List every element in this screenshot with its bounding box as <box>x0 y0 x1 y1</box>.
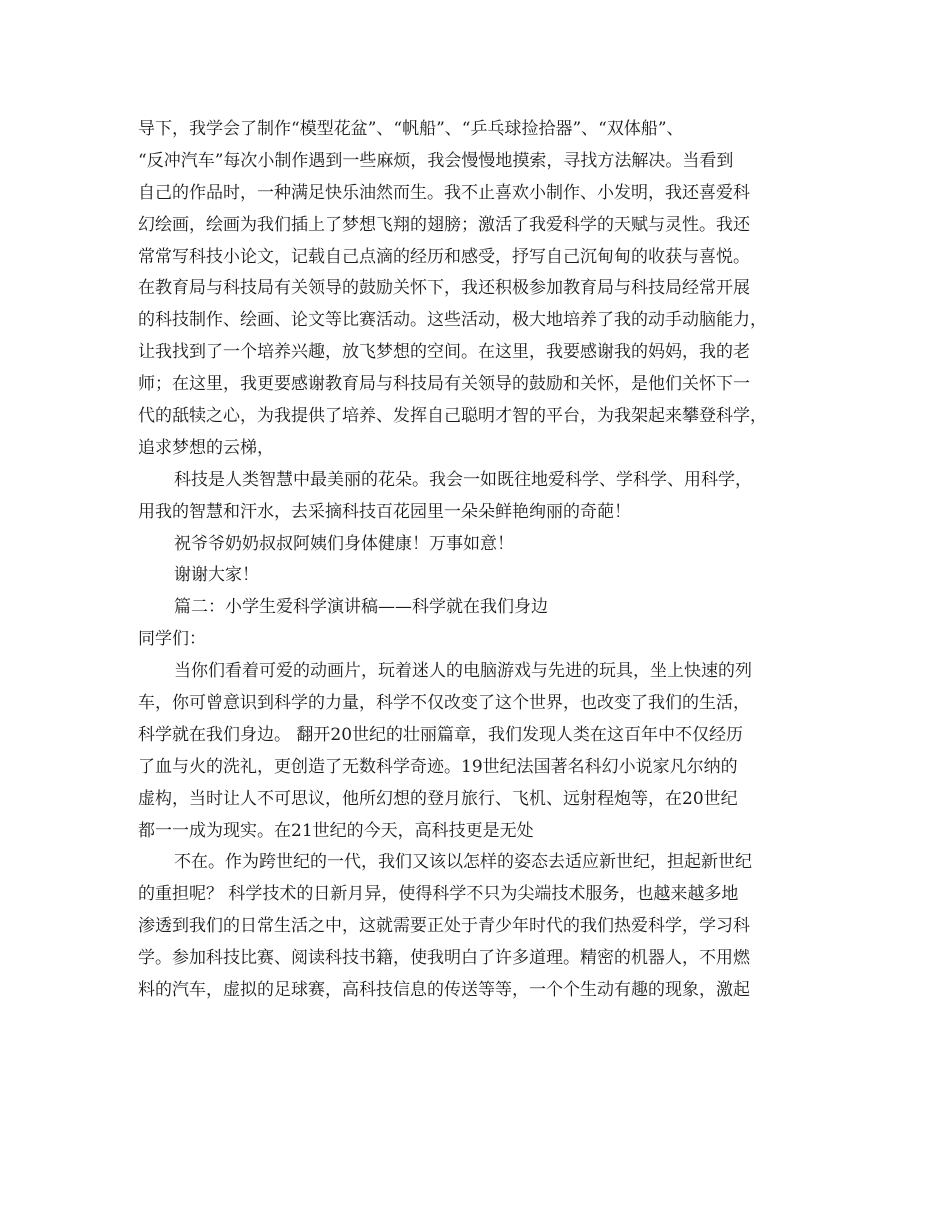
document-body <box>138 114 828 1007</box>
text-line: 的科技制作、绘画、论文等比赛活动。这些活动，极大地培养了我的动手动脑能力， <box>138 310 767 331</box>
text-line: 科技是人类智慧中最美丽的花朵。我会一如既往地爱科学、学科学、用科学， <box>174 469 752 490</box>
text-line: 的重担呢？ 科学技术的日新月异，使得科学不只为尖端技术服务，也越来越多地 <box>138 884 739 905</box>
text-line: 用我的智慧和汗水，去采摘科技百花园里一朵朵鲜艳绚丽的奇葩！ <box>138 501 631 522</box>
text-line: 代的舐犊之心，为我提供了培养、发挥自己聪明才智的平台，为我架起来攀登科学， <box>138 406 767 427</box>
text-line: 自己的作品时，一种满足快乐油然而生。我不止喜欢小制作、小发明，我还喜爱科 <box>138 182 750 203</box>
text-line: 车，你可曾意识到科学的力量，科学不仅改变了这个世界，也改变了我们的生活， <box>138 693 750 714</box>
text-line: 在教育局与科技局有关领导的鼓励关怀下，我还积极参加教育局与科技局经常开展 <box>138 278 750 299</box>
text-line: 常常写科技小论文，记载自己点滴的经历和感受，抒写自己沉甸甸的收获与喜悦。 <box>138 246 750 267</box>
text-line: 篇二：小学生爱科学演讲稿——科学就在我们身边 <box>174 597 548 618</box>
text-line: 虚构，当时让人不可思议，他所幻想的登月旅行、飞机、远射程炮等，在20世纪 <box>138 788 738 809</box>
text-line: 同学们： <box>138 629 206 650</box>
text-line: 科学就在我们身边。 翻开20世纪的壮丽篇章，我们发现人类在这百年中不仅经历 <box>138 724 744 745</box>
text-line: 不在。作为跨世纪的一代，我们又该以怎样的姿态去适应新世纪，担起新世纪 <box>174 852 752 873</box>
text-line: 料的汽车，虚拟的足球赛，高科技信息的传送等等，一个个生动有趣的现象，激起 <box>138 980 750 1001</box>
text-line: 当你们看着可爱的动画片，玩着迷人的电脑游戏与先进的玩具，坐上快速的列 <box>174 661 752 682</box>
text-line: 渗透到我们的日常生活之中，这就需要正处于青少年时代的我们热爱科学，学习科 <box>138 916 750 937</box>
text-line: 了血与火的洗礼，更创造了无数科学奇迹。19世纪法国著名科幻小说家凡尔纳的 <box>138 756 738 777</box>
text-line: 追求梦想的云梯， <box>138 437 274 458</box>
text-line: 都一一成为现实。在21世纪的今天，高科技更是无处 <box>138 820 534 841</box>
text-line: 让我找到了一个培养兴趣，放飞梦想的空间。在这里，我要感谢我的妈妈，我的老 <box>138 342 750 363</box>
text-line: 导下，我学会了制作“模型花盆”、“帆船”、“乒乓球捡拾器”、“双体船”、 <box>138 119 684 139</box>
text-line: “反冲汽车”每次小制作遇到一些麻烦，我会慢慢地摸索，寻找方法解决。当看到 <box>138 150 734 171</box>
text-line: 幻绘画，绘画为我们插上了梦想飞翔的翅膀；激活了我爱科学的天赋与灵性。我还 <box>138 214 750 235</box>
text-line: 祝爷爷奶奶叔叔阿姨们身体健康！万事如意！ <box>174 533 514 554</box>
text-line: 学。参加科技比赛、阅读科技书籍，使我明白了许多道理。精密的机器人，不用燃 <box>138 948 750 969</box>
text-line: 师；在这里，我更要感谢教育局与科技局有关领导的鼓励和关怀，是他们关怀下一 <box>138 374 750 395</box>
text-line: 谢谢大家！ <box>174 565 259 586</box>
